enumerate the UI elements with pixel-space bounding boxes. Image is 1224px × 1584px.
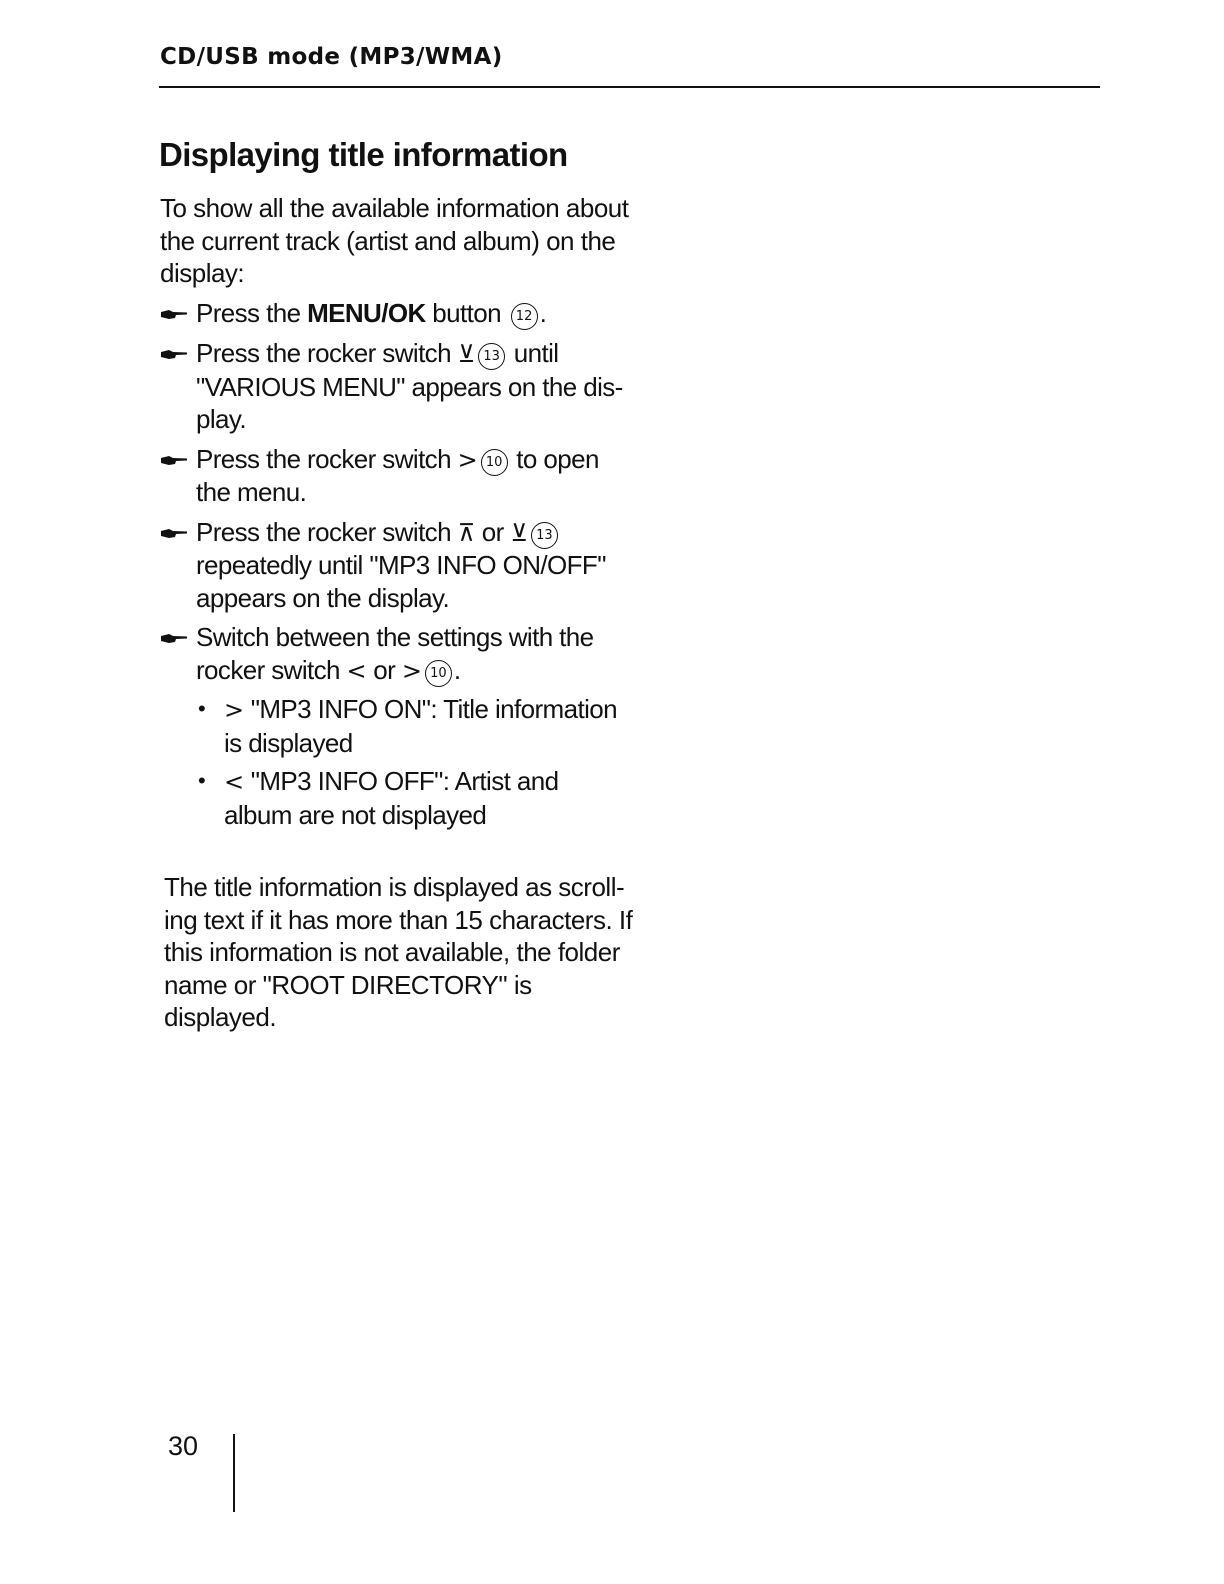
rocker-left-icon: < <box>224 768 245 796</box>
rocker-right-icon: > <box>401 656 422 685</box>
pointing-hand-icon <box>160 347 188 361</box>
step-5 <box>160 621 630 831</box>
header-divider <box>159 86 1100 88</box>
step-3 <box>160 443 630 509</box>
step-text: Press the rocker switch <box>196 516 458 547</box>
bullet-icon: • <box>198 768 206 793</box>
callout-number: 13 <box>531 522 558 549</box>
option-text: "MP3 INFO OFF": Artist and album are not displayed <box>224 766 559 830</box>
option-text: "MP3 INFO ON": Title information is displayed <box>224 694 617 758</box>
step-text: Press the rocker switch <box>196 443 458 474</box>
rocker-right-icon: > <box>457 445 478 474</box>
rocker-left-icon: < <box>346 656 367 685</box>
step-4 <box>160 516 630 615</box>
option-item-on <box>196 693 630 759</box>
step-text: Switch between the settings with the rocker switch <box>196 622 594 685</box>
step-text: Press the rocker switch <box>196 338 458 368</box>
intro-paragraph: To show all the available information about the current track (artist and album) on the display: <box>160 193 629 288</box>
step-1 <box>160 297 630 330</box>
step-text: button <box>425 298 501 328</box>
bullet-icon: • <box>198 696 206 721</box>
step-text: . <box>453 654 461 685</box>
menu-ok-button-label: MENU/OK <box>307 298 426 328</box>
step-text: until "VARIOUS MENU" appears on the dis-play. <box>196 338 623 434</box>
callout-number: 12 <box>511 303 538 330</box>
option-list <box>196 693 630 831</box>
step-text: Press the <box>196 298 308 328</box>
callout-number: 10 <box>481 449 508 476</box>
rocker-down-icon: ⊻ <box>510 518 528 547</box>
step-text: to open the menu. <box>196 443 599 507</box>
callout-number: 10 <box>425 660 452 687</box>
step-text: or <box>366 654 402 685</box>
rocker-down-icon: ⊻ <box>457 340 476 368</box>
page-number: 30 <box>168 1431 199 1461</box>
pointing-hand-icon <box>160 453 188 467</box>
rocker-right-icon: > <box>224 696 245 724</box>
rocker-up-icon: ⊼ <box>457 518 476 547</box>
page-number-divider <box>233 1434 235 1512</box>
section-header: CD/USB mode (MP3/WMA) <box>160 44 503 70</box>
step-text: or <box>475 516 511 547</box>
step-text: repeatedly until "MP3 INFO ON/OFF" appears on the display. <box>196 550 606 613</box>
pointing-hand-icon <box>160 631 188 645</box>
callout-number: 13 <box>478 343 505 370</box>
step-2 <box>160 337 630 436</box>
step-text: . <box>539 298 547 328</box>
note-paragraph: The title information is displayed as scroll-ing text if it has more than 15 characters. If this information is not available, the folder name or "ROOT DIRECTORY" is displayed. <box>164 872 633 1032</box>
pointing-hand-icon <box>160 526 188 540</box>
instruction-steps <box>160 297 630 838</box>
option-item-off <box>196 765 630 831</box>
pointing-hand-icon <box>160 307 188 321</box>
page-title: Displaying title information <box>159 136 568 173</box>
